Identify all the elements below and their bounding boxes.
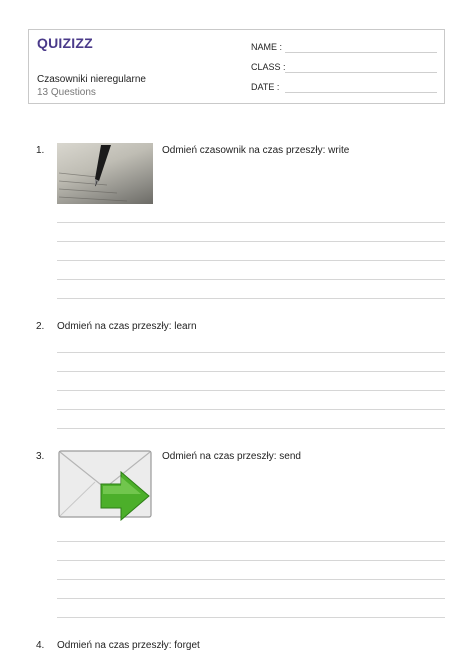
date-label: DATE : xyxy=(251,82,280,92)
class-label: CLASS : xyxy=(251,62,286,72)
answer-line[interactable] xyxy=(57,579,445,580)
envelope-arrow-icon xyxy=(57,448,153,521)
name-field[interactable] xyxy=(285,52,437,53)
question-number: 4. xyxy=(36,640,45,651)
answer-line[interactable] xyxy=(57,260,445,261)
quizizz-logo: QUIZIZZ xyxy=(37,35,93,51)
answer-line[interactable] xyxy=(57,352,445,353)
envelope-image xyxy=(57,448,153,521)
question-number: 1. xyxy=(36,145,45,156)
fountain-pen-icon xyxy=(57,143,153,204)
question-text: Odmień na czas przeszły: send xyxy=(162,451,301,462)
question-number: 2. xyxy=(36,321,45,332)
fountain-pen-image xyxy=(57,143,153,204)
answer-line[interactable] xyxy=(57,241,445,242)
answer-line[interactable] xyxy=(57,222,445,223)
answer-line[interactable] xyxy=(57,409,445,410)
answer-line[interactable] xyxy=(57,617,445,618)
answer-line[interactable] xyxy=(57,390,445,391)
class-field[interactable] xyxy=(285,72,437,73)
answer-line[interactable] xyxy=(57,371,445,372)
answer-line[interactable] xyxy=(57,279,445,280)
question-text: Odmień na czas przeszły: learn xyxy=(57,321,197,332)
worksheet-header xyxy=(28,29,445,104)
worksheet-title: Czasowniki nieregularne xyxy=(37,74,146,85)
answer-line[interactable] xyxy=(57,560,445,561)
answer-line[interactable] xyxy=(57,541,445,542)
question-text: Odmień na czas przeszły: forget xyxy=(57,640,200,651)
answer-line[interactable] xyxy=(57,598,445,599)
question-count: 13 Questions xyxy=(37,87,96,98)
question-number: 3. xyxy=(36,451,45,462)
date-field[interactable] xyxy=(285,92,437,93)
answer-line[interactable] xyxy=(57,428,445,429)
name-label: NAME : xyxy=(251,42,283,52)
question-text: Odmień czasownik na czas przeszły: write xyxy=(162,145,350,156)
answer-line[interactable] xyxy=(57,298,445,299)
